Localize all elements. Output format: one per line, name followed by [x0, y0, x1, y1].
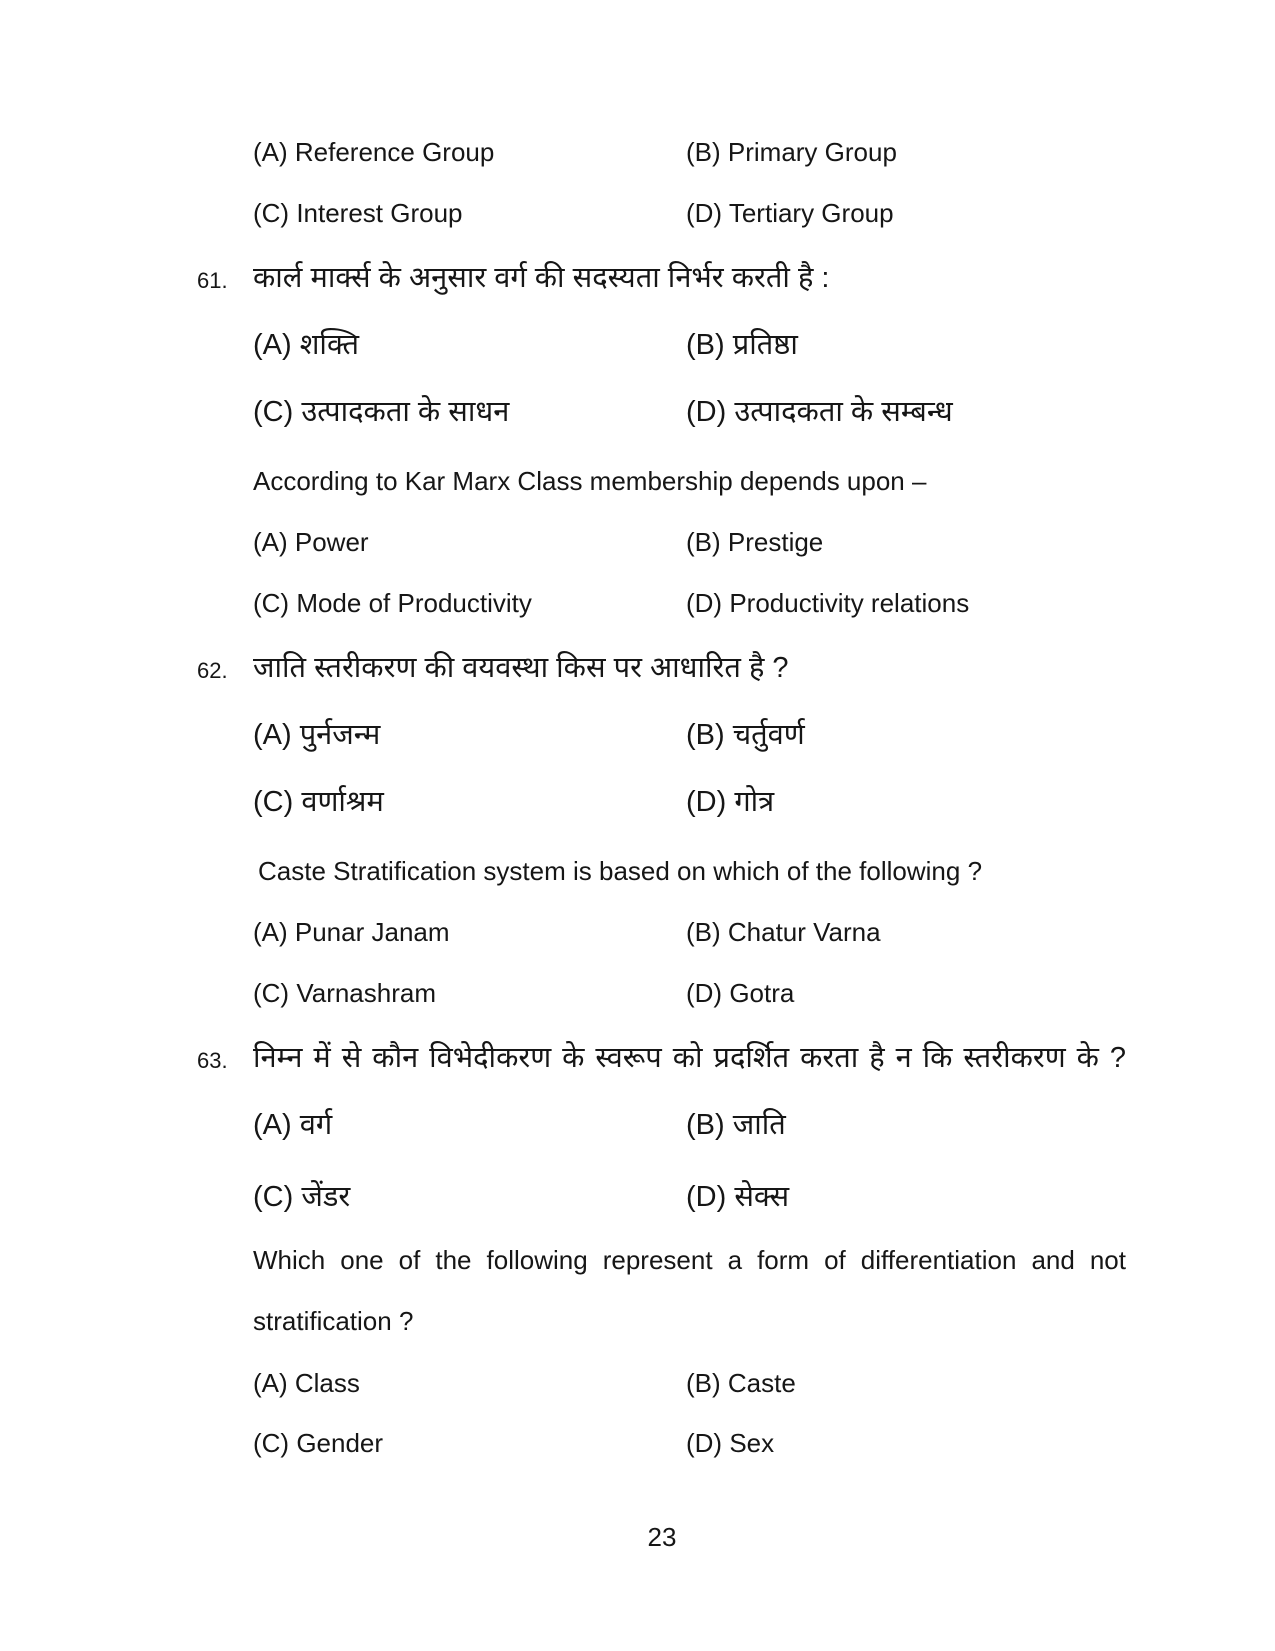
q61-question-english: According to Kar Marx Class membership depends upon –	[253, 466, 927, 496]
q63-hindi-option-d: (D) सेक्स	[686, 1181, 790, 1213]
q63-hindi-option-a: (A) वर्ग	[253, 1109, 333, 1141]
q63-hindi-option-c: (C) जेंडर	[253, 1181, 351, 1213]
carryover-option-c: (C) Interest Group	[253, 198, 463, 228]
q63-english-option-b: (B) Caste	[686, 1368, 796, 1398]
page-number: 23	[647, 1522, 677, 1552]
carryover-option-b: (B) Primary Group	[686, 137, 897, 167]
q63-question-hindi: निम्न में से कौन विभेदीकरण के स्वरूप को प्रदर्शित करता है न कि स्तरीकरण के ?	[253, 1042, 1126, 1074]
q62-english-option-c: (C) Varnashram	[253, 978, 437, 1008]
q61-english-option-c: (C) Mode of Productivity	[253, 588, 532, 618]
q62-question-english: Caste Stratification system is based on which of the following ?	[258, 856, 983, 886]
q61-number: 61.	[197, 268, 228, 293]
q63-english-option-a: (A) Class	[253, 1368, 360, 1398]
q62-question-hindi: जाति स्तरीकरण की वयवस्था किस पर आधारित है ?	[253, 652, 789, 684]
q62-english-option-d: (D) Gotra	[686, 978, 795, 1008]
q61-english-option-a: (A) Power	[253, 527, 369, 557]
q62-hindi-option-d: (D) गोत्र	[686, 786, 775, 818]
q63-hindi-option-b: (B) जाति	[686, 1109, 786, 1141]
q63-number: 63.	[197, 1048, 228, 1073]
q62-hindi-option-c: (C) वर्णाश्रम	[253, 786, 384, 818]
q63-english-option-c: (C) Gender	[253, 1428, 384, 1458]
q62-english-option-b: (B) Chatur Varna	[686, 917, 881, 947]
carryover-option-d: (D) Tertiary Group	[686, 198, 894, 228]
q63-question-english-line2: stratification ?	[253, 1306, 414, 1336]
q63-question-english-line1: Which one of the following represent a form of differentiation and not	[253, 1245, 1126, 1275]
q62-hindi-option-b: (B) चर्तुवर्ण	[686, 719, 805, 751]
q61-hindi-option-b: (B) प्रतिष्ठा	[686, 329, 798, 361]
q61-hindi-option-c: (C) उत्पादकता के साधन	[253, 396, 510, 428]
q61-english-option-b: (B) Prestige	[686, 527, 824, 557]
carryover-option-a: (A) Reference Group	[253, 137, 495, 167]
q62-hindi-option-a: (A) पुर्नजन्म	[253, 719, 381, 751]
q61-english-option-d: (D) Productivity relations	[686, 588, 970, 618]
q61-hindi-option-a: (A) शक्ति	[253, 329, 360, 361]
q63-english-option-d: (D) Sex	[686, 1428, 775, 1458]
q61-question-hindi: कार्ल मार्क्स के अनुसार वर्ग की सदस्यता निर्भर करती है :	[253, 262, 830, 294]
q62-number: 62.	[197, 658, 228, 683]
q62-english-option-a: (A) Punar Janam	[253, 917, 450, 947]
q61-hindi-option-d: (D) उत्पादकता के सम्बन्ध	[686, 396, 953, 428]
